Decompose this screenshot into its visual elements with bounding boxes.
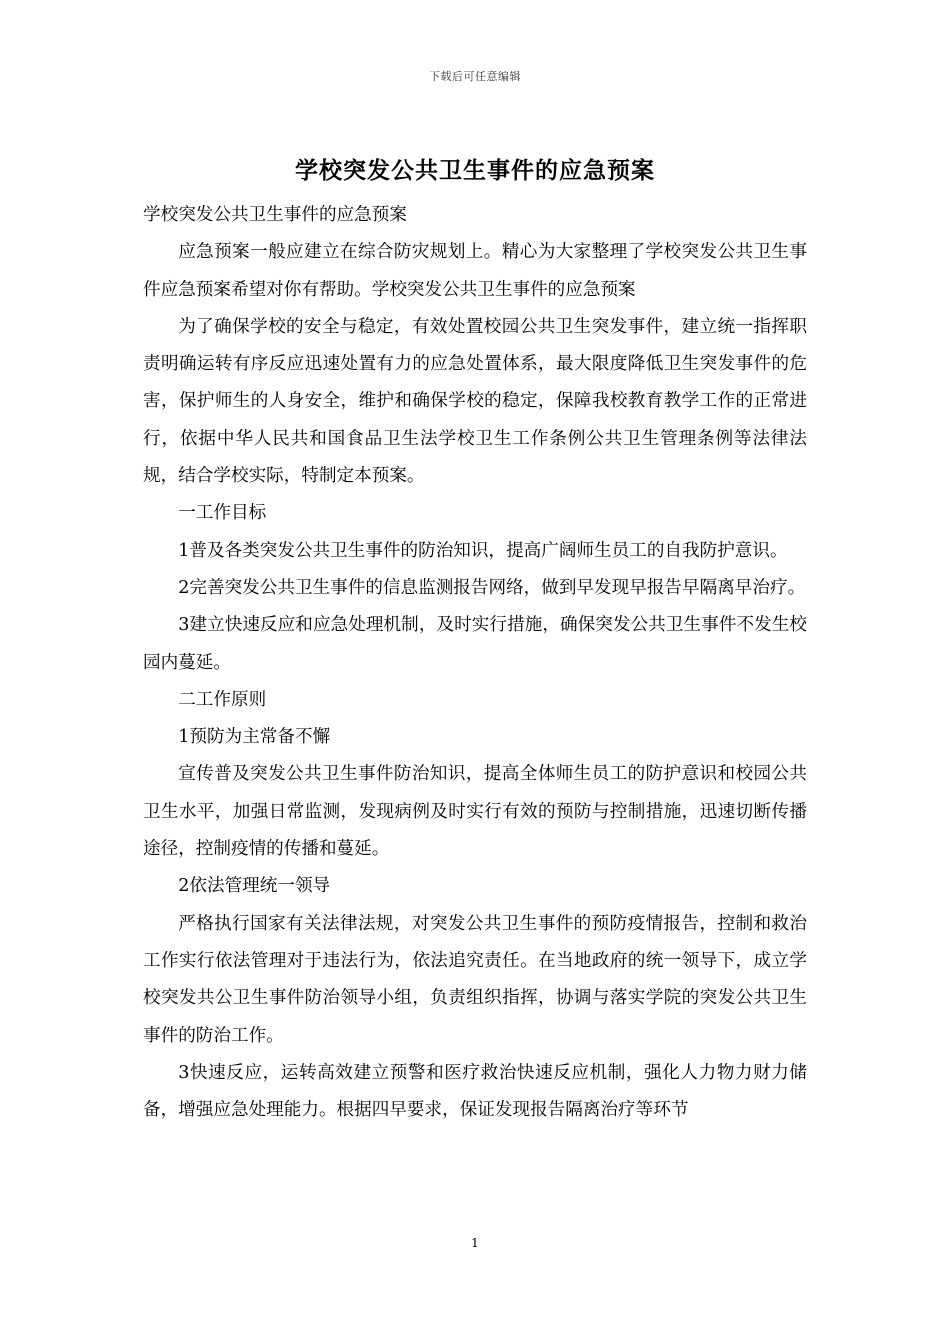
page-number: 1 xyxy=(471,1236,479,1250)
principle-3-text: 3快速反应，运转高效建立预警和医疗救治快速反应机制，强化人力物力财力储备，增强应急处理能力。根据四早要求，保证发现报告隔离治疗等环节 xyxy=(143,1062,807,1121)
paragraph-subtitle: 学校突发公共卫生事件的应急预案 xyxy=(143,205,407,225)
document-body xyxy=(143,197,807,1129)
paragraph-purpose: 为了确保学校的安全与稳定，有效处置校园公共卫生突发事件，建立统一指挥职责明确运转有序反应迅速处置有力的应急处置体系，最大限度降低卫生突发事件的危害，保护师生的人身安全，维护和确保学校的稳定，保障我校教育教学工作的正常进行，依据中华人民共和国食品卫生法学校卫生工作条例公共卫生管理条例等法律法规，结合学校实际，特制定本预案。 xyxy=(143,316,807,487)
principle-2-heading: 2依法管理统一领导 xyxy=(178,876,331,897)
paragraph-goal-1: 1普及各类突发公共卫生事件的防治知识，提高广阔师生员工的自我防护意识。 xyxy=(178,540,788,561)
section-heading-principles: 二工作原则 xyxy=(178,689,267,710)
document-title: 学校突发公共卫生事件的应急预案 xyxy=(295,157,655,184)
paragraph-goal-2: 2完善突发公共卫生事件的信息监测报告网络，做到早发现早报告早隔离早治疗。 xyxy=(178,577,806,598)
principle-1-text: 宣传普及突发公共卫生事件防治知识，提高全体师生员工的防护意识和校园公共卫生水平，加强日常监测，发现病例及时实行有效的预防与控制措施，迅速切断传播途径，控制疫情的传播和蔓延。 xyxy=(143,764,807,860)
principle-1-heading: 1预防为主常备不懈 xyxy=(178,727,331,748)
principle-2-text: 严格执行国家有关法律法规，对突发公共卫生事件的预防疫情报告，控制和救治工作实行依法管理对于违法行为，依法追究责任。在当地政府的统一领导下，成立学校突发共公卫生事件防治领导小组，负责组织指挥，协调与落实学院的突发公共卫生事件的防治工作。 xyxy=(143,913,807,1046)
paragraph-goal-3: 3建立快速反应和应急处理机制，及时实行措施，确保突发公共卫生事件不发生校园内蔓延。 xyxy=(143,615,807,673)
page-header: 下载后可任意编辑 xyxy=(429,70,521,83)
paragraph-intro: 应急预案一般应建立在综合防灾规划上。精心为大家整理了学校突发公共卫生事件应急预案希望对你有帮助。学校突发公共卫生事件的应急预案 xyxy=(143,242,807,300)
section-heading-goals: 一工作目标 xyxy=(178,503,267,524)
